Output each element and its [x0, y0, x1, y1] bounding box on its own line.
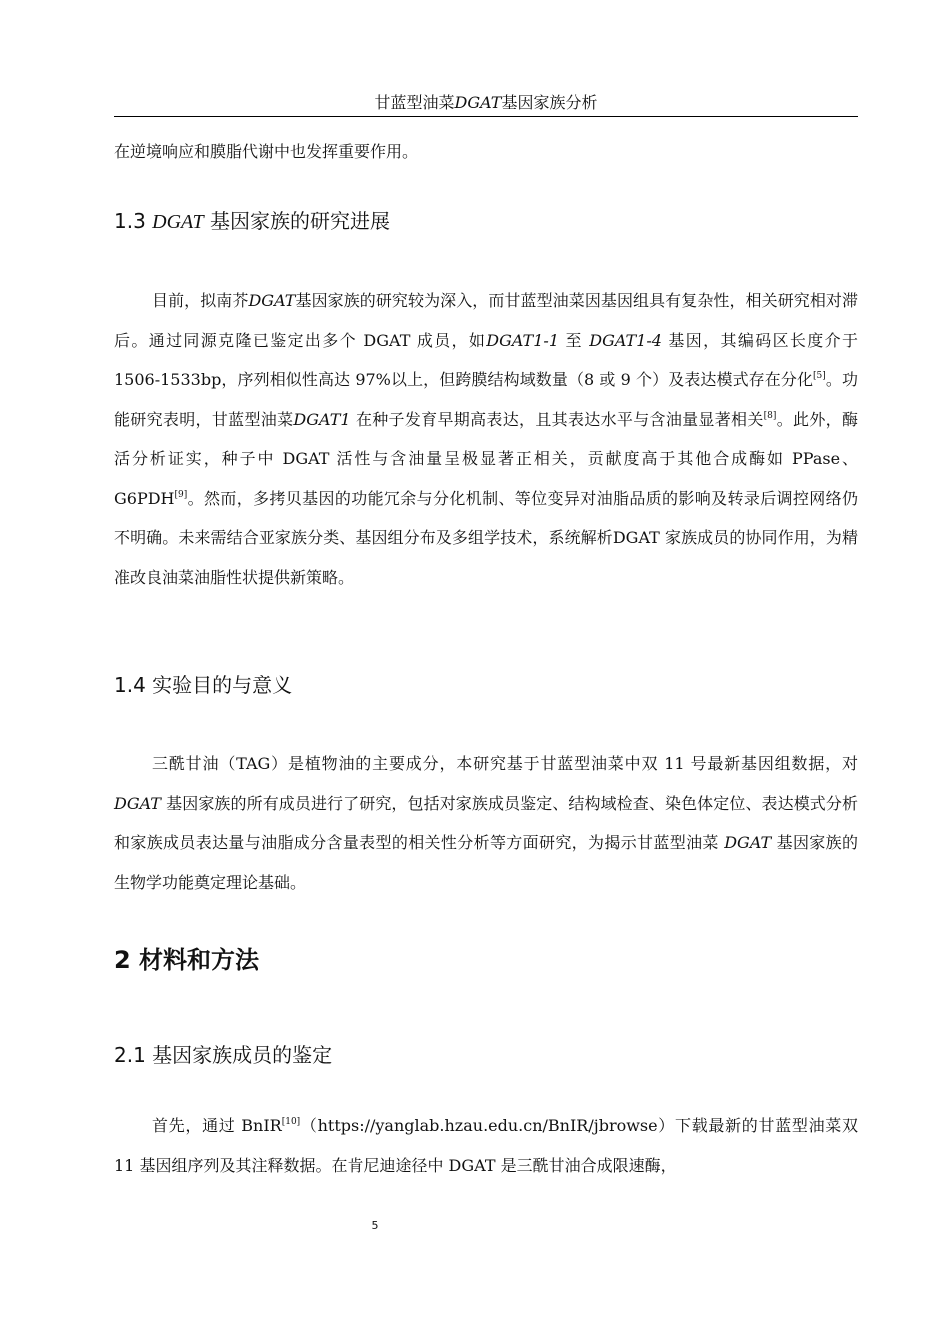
header-text-pre: 甘蓝型油菜: [374, 93, 455, 112]
running-header: [114, 92, 858, 117]
citation-10: [10]: [281, 1117, 301, 1127]
header-gene-name: DGAT: [454, 93, 502, 112]
citation-8: [8]: [763, 410, 777, 421]
section-heading-1-4: 1.4 实验目的与意义: [114, 673, 293, 697]
header-text-post: 基因家族分析: [501, 93, 598, 112]
continued-paragraph: 在逆境响应和膜脂代谢中也发挥重要作用。: [114, 142, 419, 161]
section-title: 基因家族的研究进展: [203, 209, 391, 233]
section-number: 1.3: [114, 209, 153, 233]
paragraph-identification: 首先，通过 BnIR[10]（https://yanglab.hzau.edu.cn/BnIR/jbrowse）下载最新的甘蓝型油菜双 11 基因组序列及其注释数据。在肯尼迪途径中 DGAT 是三酰甘油合成限速酶，: [114, 1116, 858, 1175]
chapter-heading-2: 2 材料和方法: [114, 946, 260, 974]
section-heading-2-1: 2.1 基因家族成员的鉴定: [114, 1043, 333, 1067]
citation-5: [5]: [813, 371, 826, 381]
section-gene: DGAT: [152, 211, 204, 233]
paragraph-purpose: 三酰甘油（TAG）是植物油的主要成分，本研究基于甘蓝型油菜中双 11 号最新基因组数据，对 DGAT 基因家族的所有成员进行了研究，包括对家族成员鉴定、结构域检查、染色体定位、表达模式分析和家族成员表达量与油脂成分含量表型的相关性分析等方面研究，为揭示甘蓝型油菜 DGAT 基因家族的生物学功能奠定理论基础。: [114, 754, 858, 892]
paragraph-research-progress: 目前，拟南芥DGAT基因家族的研究较为深入，而甘蓝型油菜因基因组具有复杂性，相关研究相对滞后。通过同源克隆已鉴定出多个 DGAT 成员，如DGAT1-1 至 DGAT1-4 基因，其编码区长度介于 1506-1533bp，序列相似性高达 97%以上，但跨膜结构域数量（8 或 9 个）及表达模式存在分化[5]。功能研究表明，甘蓝型油菜DGAT1 在种子发育早期高表达，且其表达水平与含油量显著相关[8]。此外，酶活分析证实，种子中 DGAT 活性与含油量呈极显著正相关，贡献度高于其他合成酶如 PPase、G6PDH[9]。然而，多拷贝基因的功能冗余与分化机制、等位变异对油脂品质的影响及转录后调控网络仍不明确。未来需结合亚家族分类、基因组分布及多组学技术，系统解析DGAT 家族成员的协同作用，为精准改良油菜油脂性状提供新策略。: [114, 291, 858, 587]
page-number: 5: [371, 1219, 379, 1232]
section-heading-1-3: [114, 207, 390, 236]
citation-9: [9]: [174, 489, 188, 500]
